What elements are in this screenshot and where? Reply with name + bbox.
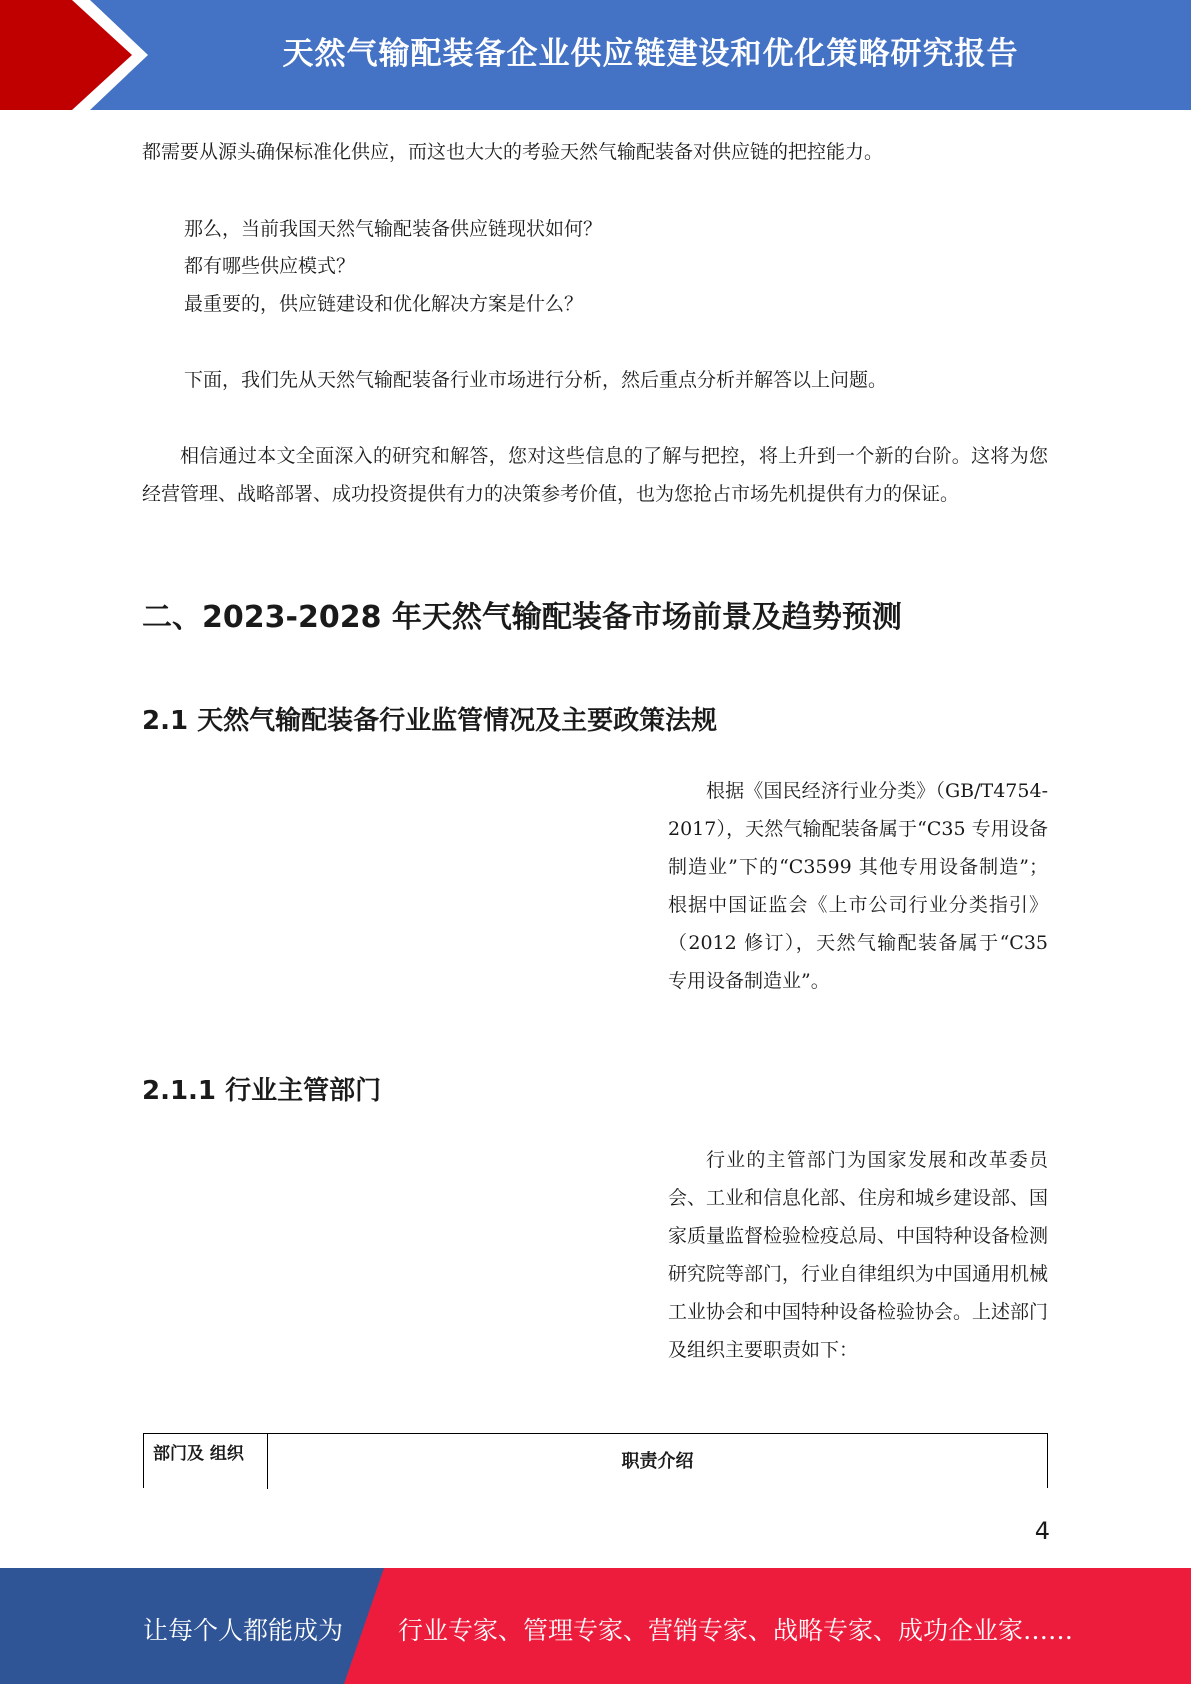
page-header [0,0,1191,110]
page-footer [0,1568,1191,1684]
table-header-duties: 职责介绍 [621,1451,694,1472]
authorities-paragraph: 行业的主管部门为国家发展和改革委员会、工业和信息化部、住房和城乡建设部、国家质量监督检验检疫总局、中国特种设备检测研究院等部门，行业自律组织为中国通用机械工业协会和中国特种设备检验协会。上述部门及组织主要职责如下： [668,1149,1049,1361]
classification-paragraph: 根据《国民经济行业分类》（GB/T4754-2017），天然气输配装备属于“C35 专用设备制造业”下的“C3599 其他专用设备制造”；根据中国证监会《上市公司行业分类指引》（2012 修订），天然气输配装备属于“C35 专用设备制造业”。 [668,780,1048,992]
question-2: 都有哪些供应模式？ [184,255,356,277]
footer-slogan-right: 行业专家、管理专家、营销专家、战略专家、成功企业家…… [398,1616,1074,1645]
subsection-heading-2-1: 2.1 天然气输配装备行业监管情况及主要政策法规 [142,706,718,736]
header-title: 天然气输配装备企业供应链建设和优化策略研究报告 [282,36,1019,72]
question-1: 那么，当前我国天然气输配装备供应链现状如何？ [184,218,603,240]
intro-paragraph-3: 相信通过本文全面深入的研究和解答，您对这些信息的了解与把控，将上升到一个新的台阶。这将为您经营管理、战略部署、成功投资提供有力的决策参考价值，也为您抢占市场先机提供有力的保证。 [142,445,1048,505]
question-3: 最重要的，供应链建设和优化解决方案是什么？ [184,293,584,315]
intro-paragraph-2: 下面，我们先从天然气输配装备行业市场进行分析，然后重点分析并解答以上问题。 [184,369,888,391]
intro-paragraph-1: 都需要从源头确保标准化供应，而这也大大的考验天然气输配装备对供应链的把控能力。 [142,141,884,163]
footer-slogan-left: 让每个人都能成为 [143,1616,344,1645]
subsection-heading-2-1-1: 2.1.1 行业主管部门 [142,1076,382,1106]
page-number: 4 [1034,1517,1050,1545]
section-heading: 二、2023-2028 年天然气输配装备市场前景及趋势预测 [142,600,902,635]
duties-table [143,1433,1048,1488]
table-header-department: 部门及 组织 [144,1434,268,1489]
